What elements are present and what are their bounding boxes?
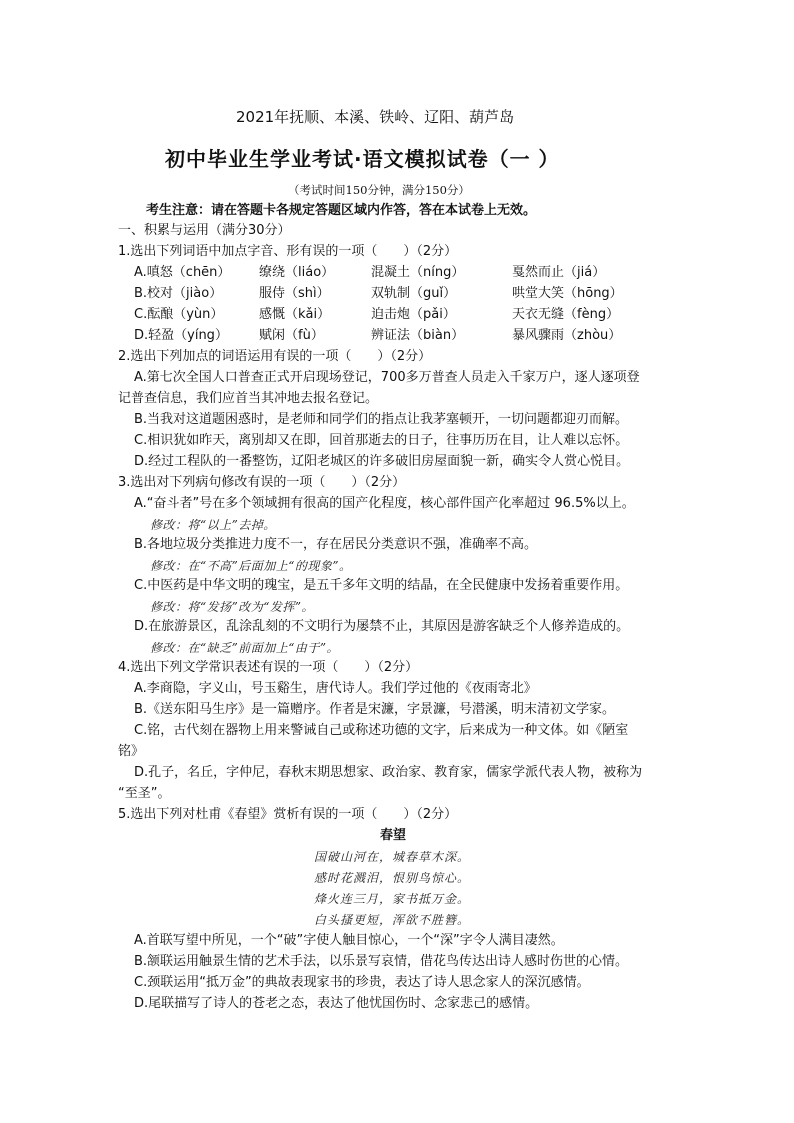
q4-option-c-line1: C.铭，古代刻在器物上用来警诫自己或称述功德的文字，后来成为一种文体。如《陋室	[134, 723, 629, 738]
question-2-stem: 2.选出下列加点的词语运用有误的一项（ ）（2分）	[118, 349, 432, 364]
q3-option-b-fix: 修改：在“不高”后面加上“的现象”。	[150, 559, 352, 573]
q1-option-b-word4: 哄堂大笑（hōng）	[512, 286, 623, 301]
q1-option-c-word3: 迫击炮（pǎi）	[371, 307, 456, 322]
exam-header-line: 2021年抚顺、本溪、铁岭、辽阳、葫芦岛	[236, 108, 515, 126]
question-1-stem: 1.选出下列词语中加点字音、形有误的一项（ ）（2分）	[118, 244, 458, 259]
q1-option-d-word3: 辨证法（biàn）	[371, 328, 465, 343]
question-5-stem: 5.选出下列对杜甫《春望》赏析有误的一项（ ）（2分）	[118, 807, 458, 822]
q3-option-c: C.中医药是中华文明的瑰宝，是五千多年文明的结晶，在全民健康中发扬着重要作用。	[134, 578, 629, 593]
exam-time-note: （考试时间150分钟，满分150分）	[288, 183, 470, 197]
question-3-stem: 3.选出对下列病句修改有误的一项（ ）（2分）	[118, 475, 406, 490]
q4-option-d-line2: “至圣”。	[118, 786, 171, 801]
q2-option-a-line1: A.第七次全国人口普查正式开启现场登记，700多万普查人员走入千家万户，逐人逐项登	[134, 370, 640, 385]
question-4-stem: 4.选出下列文学常识表述有误的一项（ ）（2分）	[118, 660, 419, 675]
q3-option-d-fix: 修改：在“缺乏”前面加上“由于”。	[150, 641, 340, 655]
section-heading: 一、积累与运用（满分30分）	[118, 223, 291, 238]
q2-option-b: B.当我对这道题困惑时，是老师和同学们的指点让我茅塞顿开，一切问题都迎刃而解。	[134, 412, 629, 427]
q1-option-b-word1: B.校对（jiào）	[134, 286, 223, 301]
q1-option-c-word4: 天衣无缝（fèng）	[512, 307, 620, 322]
q1-option-a-word1: A.嗔怒（chēn）	[134, 265, 231, 280]
exam-notice: 考生注意：请在答题卡各规定答题区域内作答，答在本试卷上无效。	[146, 203, 537, 218]
q1-option-a-word3: 混凝土（níng）	[371, 265, 465, 280]
q1-option-d-word1: D.轻盈（yíng）	[134, 328, 228, 343]
q4-option-c-line2: 铭》	[118, 744, 145, 759]
q4-option-d-line1: D.孔子，名丘，字仲尼，春秋末期思想家、政治家、教育家，儒家学派代表人物，被称为	[134, 765, 643, 780]
q3-option-d: D.在旅游景区，乱涂乱刻的不文明行为屡禁不止，其原因是游客缺乏个人修养造成的。	[134, 619, 630, 634]
poem-line-2: 感时花溅泪，恨别鸟惊心。	[314, 871, 471, 885]
q1-option-d-word4: 暴风骤雨（zhòu）	[512, 328, 622, 343]
q1-option-b-word2: 服侍（shì）	[259, 286, 330, 301]
q5-option-a: A.首联写望中所见，一个“破”字使人触目惊心，一个“深”字令人满目凄然。	[134, 933, 564, 948]
poem-line-3: 烽火连三月，家书抵万金。	[314, 892, 471, 906]
q4-option-a: A.李商隐，字义山，号玉谿生，唐代诗人。我们学过他的《夜雨寄北》	[134, 681, 537, 696]
q1-option-a-word2: 缭绕（liáo）	[259, 265, 335, 280]
q3-option-b: B.各地垃圾分类推进力度不一，存在居民分类意识不强，准确率不高。	[134, 537, 538, 552]
q2-option-d: D.经过工程队的一番整饬，辽阳老城区的许多破旧房屋面貌一新，确实令人赏心悦目。	[134, 454, 630, 469]
q3-option-a: A.“奋斗者”号在多个领域拥有很高的国产化程度，核心部件国产化率超过 96.5%以上。	[134, 496, 635, 511]
poem-line-1: 国破山河在，城春草木深。	[314, 850, 471, 864]
q5-option-c: C.颈联运用“抵万金”的典故表现家书的珍贵，表达了诗人思念家人的深沉感情。	[134, 975, 590, 990]
q2-option-a-line2: 记普查信息，我们应首当其冲地去报名登记。	[118, 391, 379, 406]
q1-option-c-word1: C.酝酿（yùn）	[134, 307, 224, 322]
q2-option-c: C.相识犹如昨天，离别却又在即，回首那逝去的日子，往事历历在目，让人难以忘怀。	[134, 433, 629, 448]
q4-option-b: B.《送东阳马生序》是一篇赠序。作者是宋濂，字景濂，号潜溪，明末清初文学家。	[134, 702, 616, 717]
q1-option-d-word2: 赋闲（fù）	[259, 328, 324, 343]
q5-option-b: B.颔联运用触景生情的艺术手法，以乐景写哀情，借花鸟传达出诗人感时伤世的心情。	[134, 954, 629, 969]
q1-option-c-word2: 感慨（kǎi）	[259, 307, 331, 322]
q1-option-b-word3: 双轨制（guǐ）	[371, 286, 457, 301]
poem-title: 春望	[380, 828, 407, 843]
exam-title: 初中毕业生学业考试·语文模拟试卷（一 ）	[165, 147, 560, 171]
q3-option-c-fix: 修改：将“发扬”改为“发挥”。	[150, 600, 315, 614]
q1-option-a-word4: 戛然而止（jiá）	[512, 265, 606, 280]
q5-option-d: D.尾联描写了诗人的苍老之态，表达了他忧国伤时、念家悲己的感情。	[134, 996, 539, 1011]
poem-line-4: 白头搔更短，浑欲不胜簪。	[314, 913, 471, 927]
q3-option-a-fix: 修改：将“以上”去掉。	[150, 518, 276, 532]
